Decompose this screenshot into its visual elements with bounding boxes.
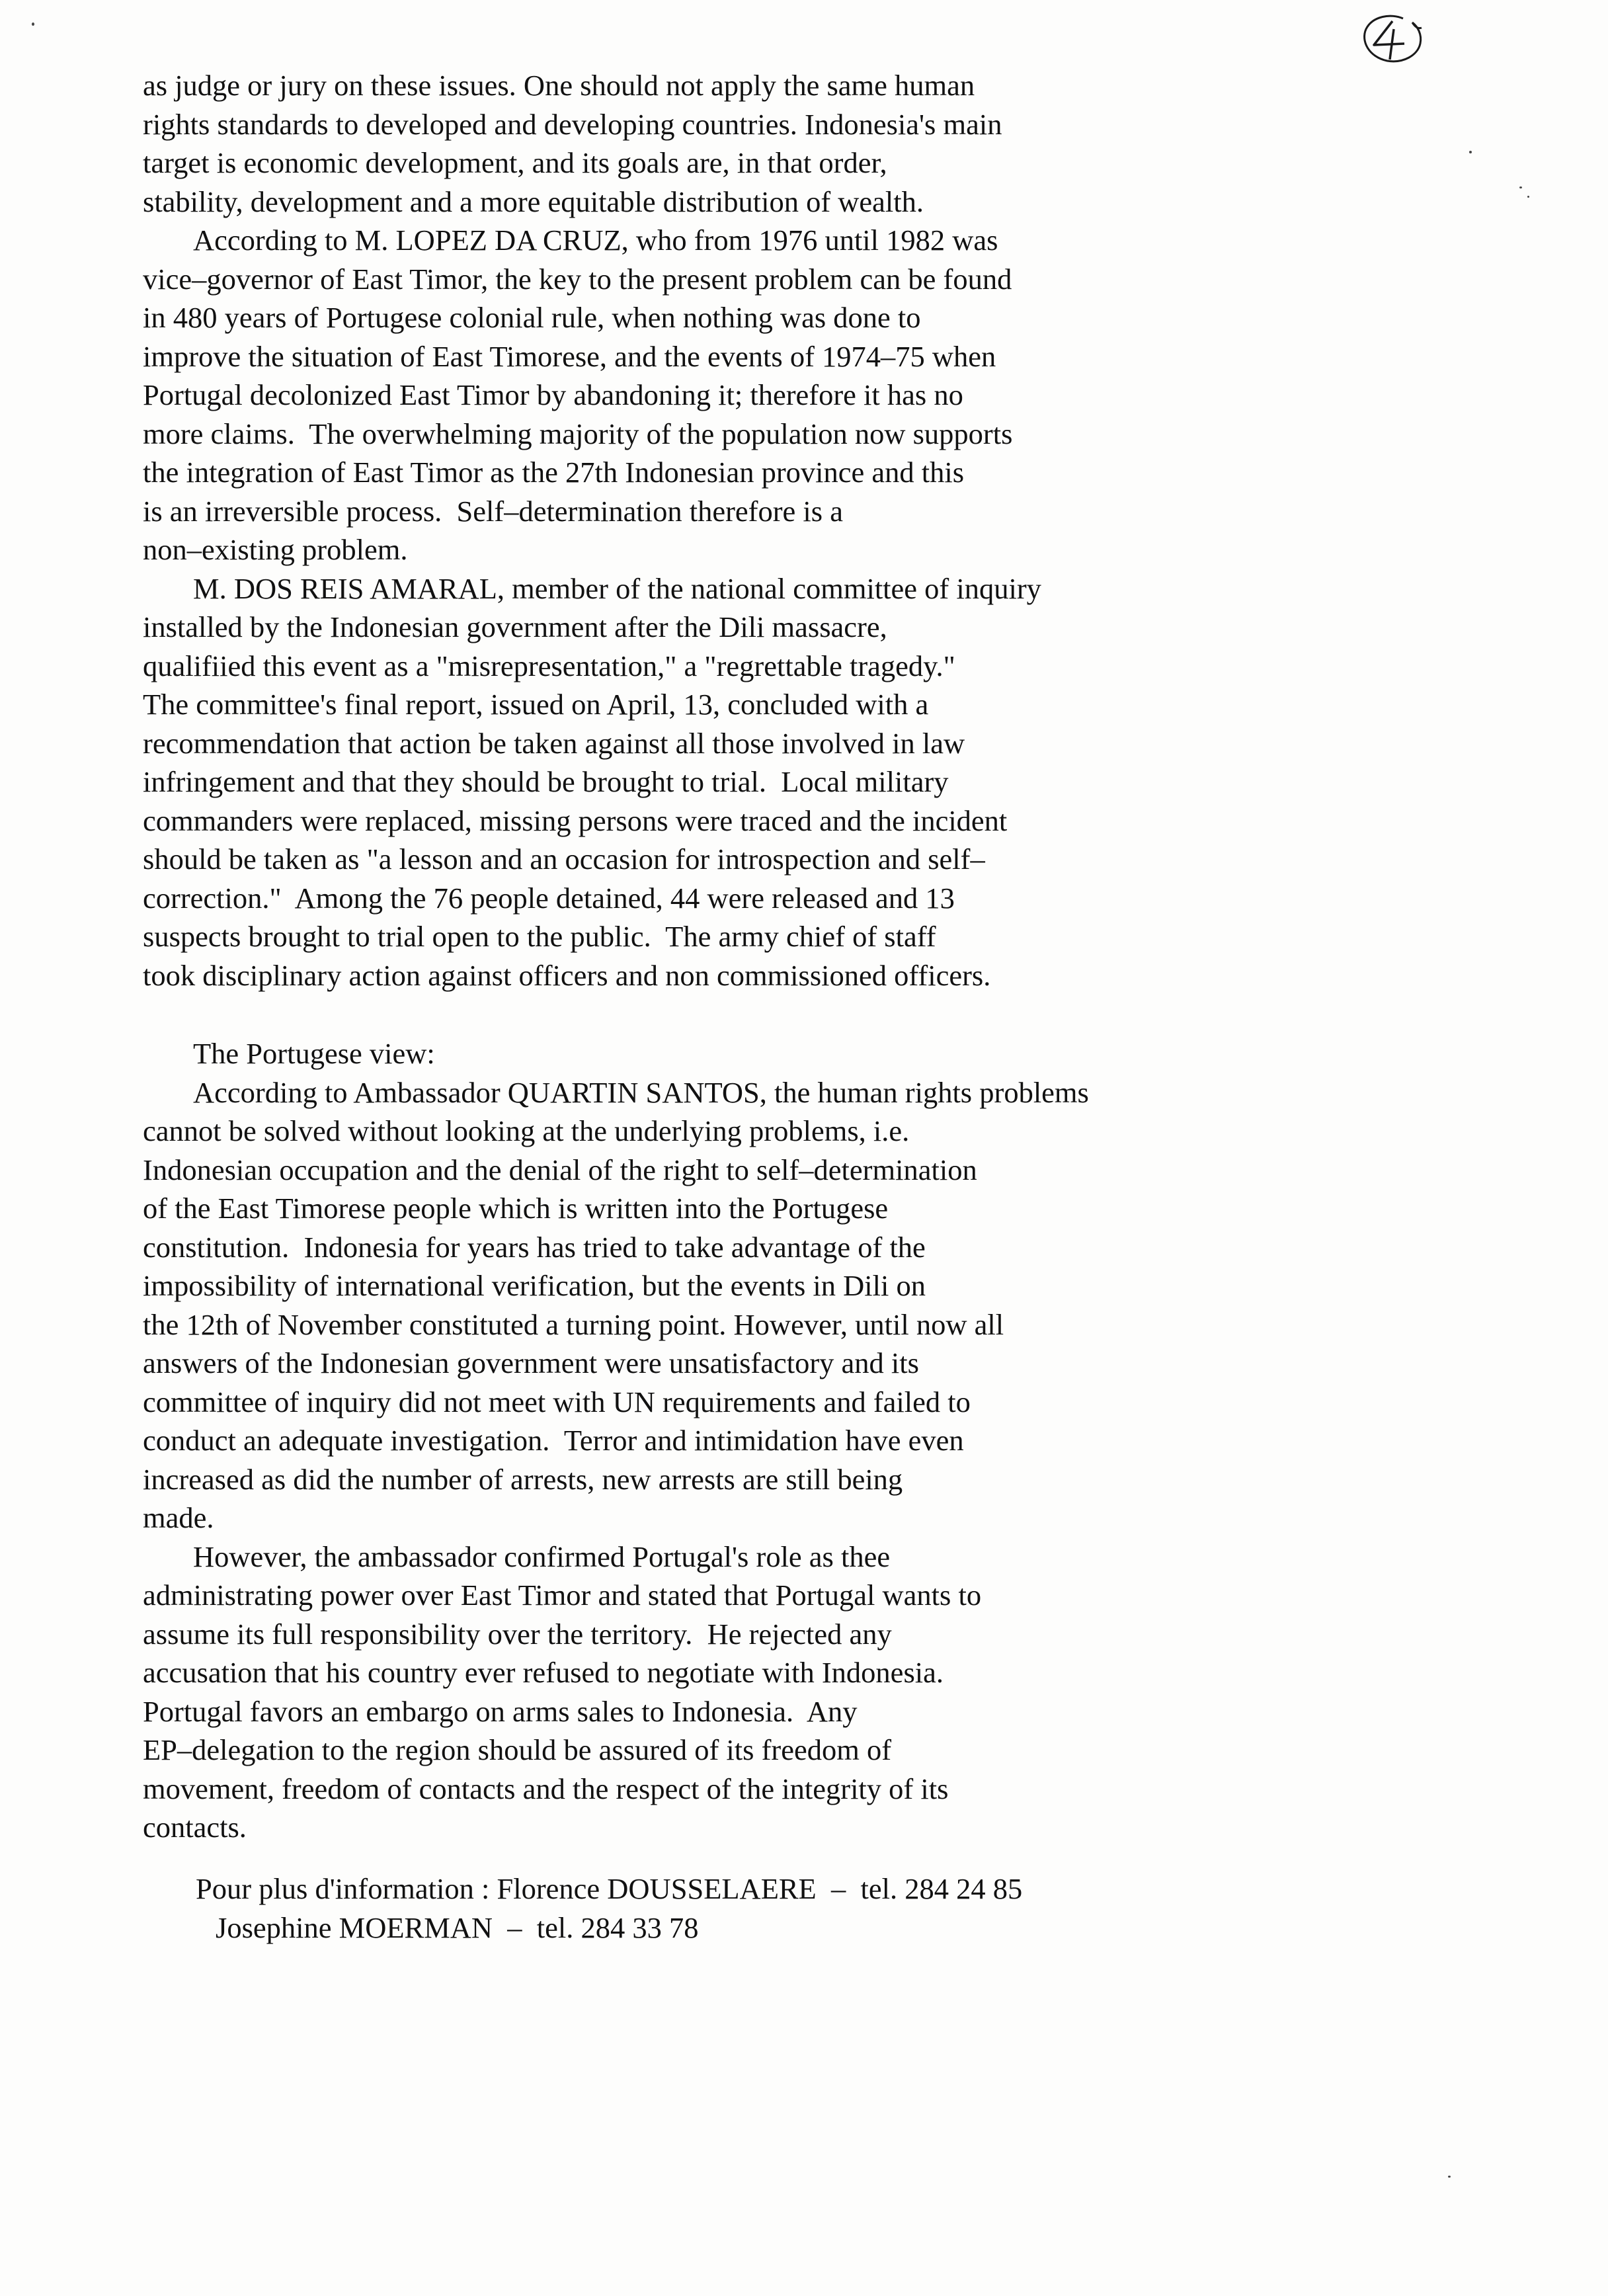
text-line: The Portugese view: [193, 1037, 435, 1070]
scan-speck [1519, 186, 1522, 188]
text-line: increased as did the number of arrests, new arrests are still being [143, 1462, 903, 1496]
text-line: non–existing problem. [143, 533, 408, 566]
text-line: qualifiied this event as a "misrepresentation," a "regrettable tragedy." [143, 649, 955, 682]
text-line: accusation that his country ever refused to negotiate with Indonesia. [143, 1656, 944, 1689]
contact-block [196, 1869, 1022, 1947]
contact-line-josephine: Josephine MOERMAN – tel. 284 33 78 [216, 1910, 699, 1944]
text-line: should be taken as "a lesson and an occasion for introspection and self– [143, 842, 985, 876]
text-line: M. DOS REIS AMARAL, member of the national committee of inquiry [193, 571, 1041, 605]
text-line: administrating power over East Timor and stated that Portugal wants to [143, 1578, 982, 1612]
text-line: infringement and that they should be brought to trial. Local military [143, 765, 949, 798]
scan-speck [1527, 196, 1529, 198]
text-line: installed by the Indonesian government after the Dili massacre, [143, 610, 887, 643]
contact-line-florence: Pour plus d'information : Florence DOUSSELAERE – tel. 284 24 85 [196, 1872, 1023, 1905]
text-line: recommendation that action be taken against all those involved in law [143, 726, 965, 760]
paragraph-gap [143, 995, 1452, 1034]
text-line: assume its full responsibility over the territory. He rejected any [143, 1617, 892, 1651]
handwritten-page-number [1357, 9, 1429, 70]
text-line: took disciplinary action against officers and non commissioned officers. [143, 958, 991, 992]
body-text [143, 66, 1452, 1847]
text-line: contacts. [143, 1811, 247, 1844]
text-line: However, the ambassador confirmed Portugal's role as thee [193, 1539, 891, 1573]
text-line: constitution. Indonesia for years has tried to take advantage of the [143, 1230, 926, 1264]
text-line: Portugal decolonized East Timor by abandoning it; therefore it has no [143, 378, 963, 411]
text-line: The committee's final report, issued on April, 13, concluded with a [143, 688, 929, 721]
text-line: more claims. The overwhelming majority of the population now supports [143, 417, 1013, 450]
text-line: as judge or jury on these issues. One should not apply the same human [143, 69, 975, 102]
text-line: suspects brought to trial open to the public. The army chief of staff [143, 920, 936, 953]
text-line: cannot be solved without looking at the underlying problems, i.e. [143, 1114, 910, 1147]
text-line: answers of the Indonesian government were unsatisfactory and its [143, 1346, 919, 1379]
text-line: conduct an adequate investigation. Terror and intimidation have even [143, 1424, 964, 1457]
text-line: movement, freedom of contacts and the respect of the integrity of its [143, 1772, 949, 1805]
text-line: EP–delegation to the region should be assured of its freedom of [143, 1733, 892, 1766]
text-line: correction." Among the 76 people detained, 44 were released and 13 [143, 881, 955, 915]
text-line: impossibility of international verification, but the events in Dili on [143, 1269, 926, 1302]
text-line: Portugal favors an embargo on arms sales to Indonesia. Any [143, 1694, 858, 1728]
text-line: stability, development and a more equitable distribution of wealth. [143, 184, 924, 218]
text-line: is an irreversible process. Self–determination therefore is a [143, 494, 843, 528]
text-line: vice–governor of East Timor, the key to the present problem can be found [143, 262, 1012, 296]
text-line: improve the situation of East Timorese, and the events of 1974–75 when [143, 339, 996, 373]
text-line: in 480 years of Portugese colonial rule, when nothing was done to [143, 301, 921, 334]
scan-speck [1469, 151, 1472, 153]
text-line: According to M. LOPEZ DA CRUZ, who from 1976 until 1982 was [193, 224, 998, 257]
text-line: commanders were replaced, missing persons were traced and the incident [143, 803, 1008, 837]
scan-speck [32, 22, 34, 26]
text-line: target is economic development, and its goals are, in that order, [143, 146, 887, 179]
text-line: According to Ambassador QUARTIN SANTOS, the human rights problems [193, 1075, 1089, 1109]
text-line: of the East Timorese people which is written into the Portugese [143, 1192, 889, 1225]
scan-speck [1448, 2176, 1451, 2178]
text-line: the 12th of November constituted a turning point. However, until now all [143, 1307, 1004, 1341]
text-line: rights standards to developed and developing countries. Indonesia's main [143, 107, 1002, 141]
text-line: the integration of East Timor as the 27th Indonesian province and this [143, 456, 965, 489]
text-line: Indonesian occupation and the denial of the right to self–determination [143, 1153, 977, 1186]
text-line: committee of inquiry did not meet with UN requirements and failed to [143, 1385, 971, 1418]
text-line: made. [143, 1501, 214, 1534]
